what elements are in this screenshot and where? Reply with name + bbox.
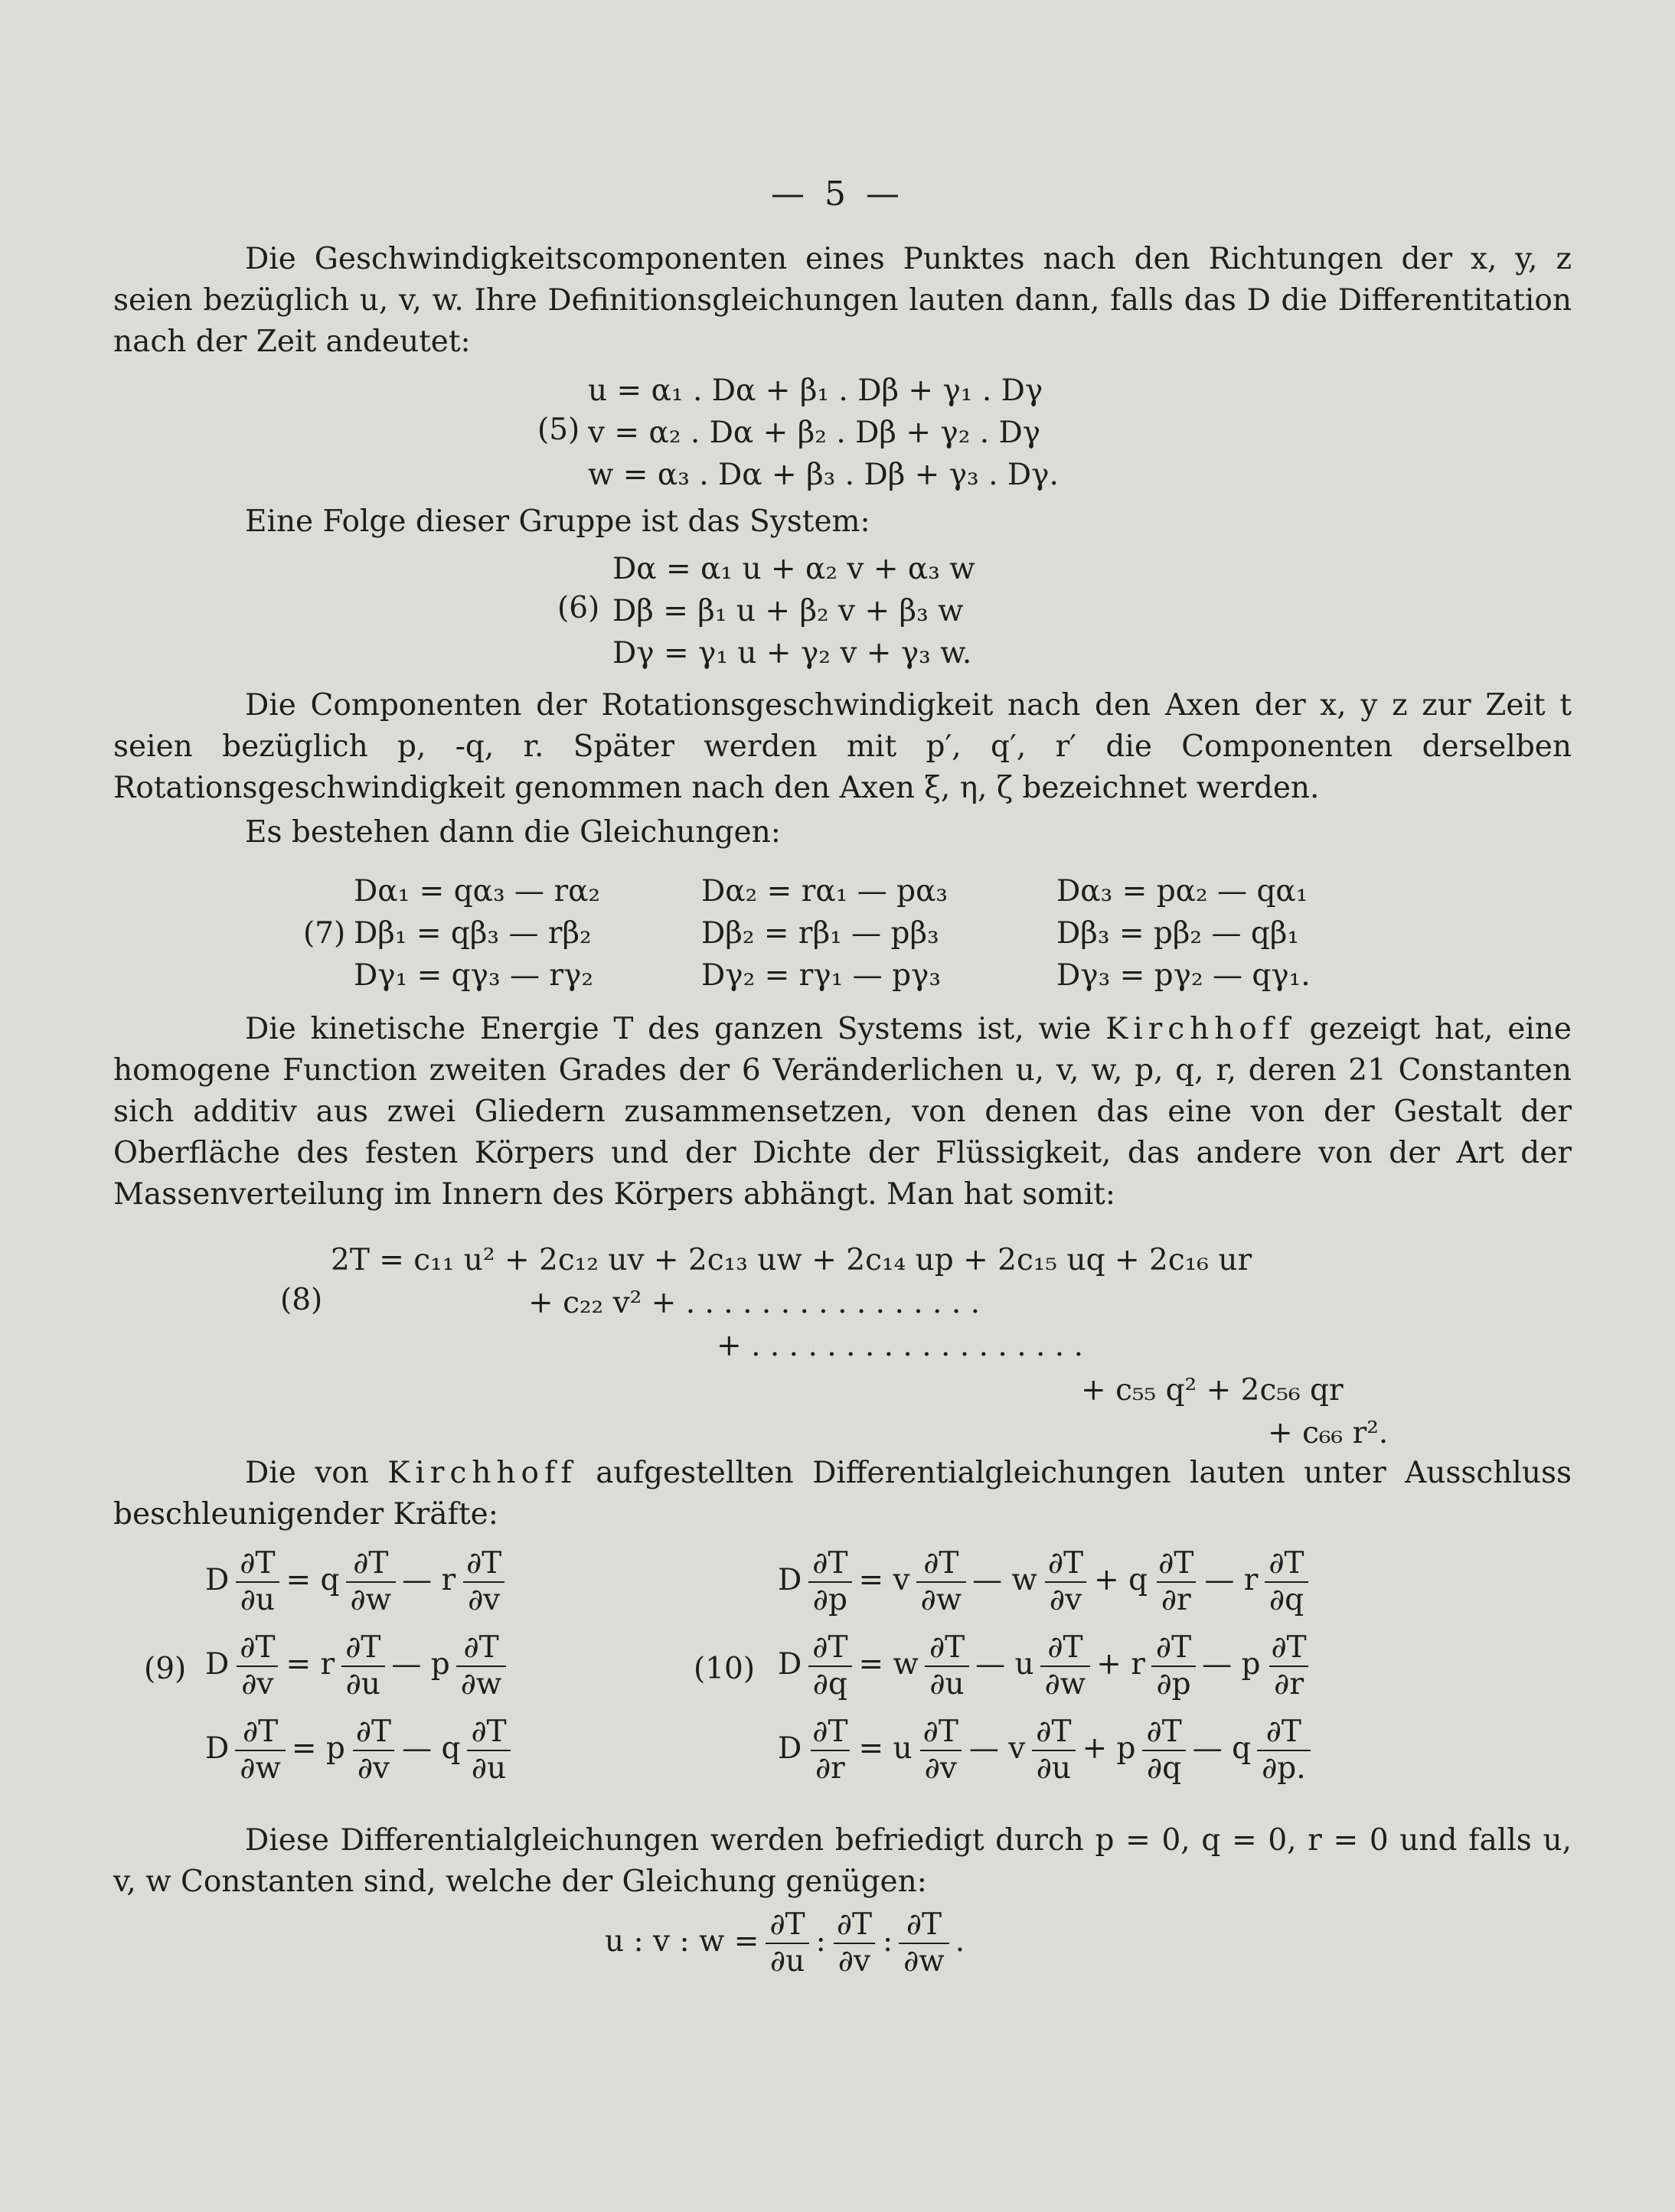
fraction-numerator: ∂T xyxy=(240,1546,276,1581)
equation-7-r1-c2: Dα₂ = rα₁ — pα₃ xyxy=(701,874,949,909)
fraction xyxy=(351,1714,396,1786)
fraction-denominator: ∂w xyxy=(899,1943,949,1979)
equation-8-line-4: + c₅₅ q² + 2c₅₆ qr xyxy=(1081,1373,1344,1408)
fraction xyxy=(1043,1546,1088,1618)
end-period: . xyxy=(955,1924,965,1959)
fraction-denominator: ∂u xyxy=(467,1750,511,1786)
operator: + p xyxy=(1082,1731,1136,1766)
equation-label-10: (10) xyxy=(694,1652,756,1686)
fraction-numerator: ∂T xyxy=(1271,1630,1307,1665)
equation-9-row-3 xyxy=(205,1714,518,1786)
fraction xyxy=(341,1630,385,1702)
fraction xyxy=(1264,1546,1308,1618)
equation-9-row-1 xyxy=(205,1546,512,1618)
fraction-numerator: ∂T xyxy=(355,1714,392,1749)
fraction-denominator: ∂u xyxy=(236,1581,279,1618)
operator: — u xyxy=(975,1647,1034,1682)
text-run: aufgestellten Differentialgleichungen lauten unter Ausschluss beschleunigender Kräfte: xyxy=(113,1456,1572,1532)
fraction xyxy=(1142,1714,1187,1786)
fraction xyxy=(235,1546,279,1618)
fraction-denominator: ∂w xyxy=(235,1750,286,1786)
equation-10-row-3 xyxy=(778,1714,1317,1786)
fraction xyxy=(235,1714,286,1786)
fraction-denominator: ∂v xyxy=(920,1750,962,1786)
operator: — q xyxy=(402,1731,461,1766)
equation-label-8: (8) xyxy=(280,1283,323,1317)
fraction xyxy=(1031,1714,1076,1786)
operator: D xyxy=(778,1563,802,1597)
fraction-denominator: ∂w xyxy=(916,1581,967,1618)
equation-7-r2-c3: Dβ₃ = pβ₂ — qβ₁ xyxy=(1056,916,1300,951)
text-run: gezeigt hat, eine homogene Function zweiten Grades der 6 Veränderlichen u, v, w, p, q, r, deren 21 Constanten sich additiv aus zwei Gliedern zusammensetzen, von denen das eine von der Gestalt der Oberfläche des festen Körpers und der Dichte der Flüssigkeit, das andere von der Art der Massenverteilung im Innern des Körpers abhängt. Man hat somit: xyxy=(113,1012,1572,1212)
operator: = r xyxy=(286,1647,335,1682)
fraction-denominator: ∂p. xyxy=(1257,1750,1311,1786)
fraction-denominator: ∂u xyxy=(1032,1750,1076,1786)
operator: = p xyxy=(291,1731,345,1766)
fraction-denominator: ∂w xyxy=(1040,1666,1091,1702)
equation-7-r3-c1: Dγ₁ = qγ₃ — rγ₂ xyxy=(354,958,593,993)
separator: : xyxy=(883,1924,893,1959)
equation-7-r2-c1: Dβ₁ = qβ₃ — rβ₂ xyxy=(354,916,592,951)
fraction xyxy=(466,1714,511,1786)
equation-label-9: (9) xyxy=(144,1652,187,1686)
fraction-denominator: ∂v xyxy=(237,1666,278,1702)
operator: D xyxy=(778,1731,802,1766)
fraction xyxy=(919,1714,963,1786)
fraction-numerator: ∂T xyxy=(463,1630,499,1665)
fraction-denominator: ∂u xyxy=(341,1666,385,1702)
author-name: Kirchhoff xyxy=(387,1456,577,1490)
equation-label-5: (5) xyxy=(537,413,580,447)
operator: D xyxy=(778,1647,802,1682)
equation-7-r3-c2: Dγ₂ = rγ₁ — pγ₃ xyxy=(701,958,941,993)
fraction-denominator: ∂w xyxy=(346,1581,397,1618)
fraction xyxy=(832,1907,877,1979)
fraction-denominator: ∂q xyxy=(1265,1581,1308,1618)
operator: = u xyxy=(858,1731,913,1766)
equation-ratio xyxy=(605,1907,965,1979)
fraction-numerator: ∂T xyxy=(922,1714,958,1749)
fraction-numerator: ∂T xyxy=(769,1907,805,1942)
equation-10-row-2 xyxy=(778,1630,1317,1702)
fraction xyxy=(1151,1630,1196,1702)
operator: D xyxy=(205,1647,230,1682)
fraction-denominator: ∂v xyxy=(1045,1581,1086,1618)
equation-label-6: (6) xyxy=(557,591,600,625)
equation-8-line-2: + c₂₂ v² + . . . . . . . . . . . . . . . . xyxy=(528,1286,981,1320)
equation-10-row-1 xyxy=(778,1546,1315,1618)
ratio-lhs: u : v : w = xyxy=(605,1924,759,1959)
fraction-denominator: ∂u xyxy=(766,1943,809,1979)
fraction xyxy=(1257,1714,1311,1786)
equation-label-7: (7) xyxy=(303,916,346,951)
page-number: — 5 — xyxy=(771,175,904,214)
fraction xyxy=(899,1907,949,1979)
fraction-numerator: ∂T xyxy=(1146,1714,1182,1749)
fraction-numerator: ∂T xyxy=(1155,1630,1192,1665)
fraction-numerator: ∂T xyxy=(1047,1630,1083,1665)
operator: + q xyxy=(1094,1563,1148,1597)
operator: — r xyxy=(1204,1563,1259,1597)
operator: D xyxy=(205,1563,230,1597)
paragraph-equations-intro: Es bestehen dann die Gleichungen: xyxy=(245,815,781,850)
fraction-numerator: ∂T xyxy=(242,1714,279,1749)
fraction-numerator: ∂T xyxy=(345,1630,381,1665)
fraction-numerator: ∂T xyxy=(1036,1714,1072,1749)
equation-7-r3-c3: Dγ₃ = pγ₂ — qγ₁. xyxy=(1056,958,1311,993)
fraction xyxy=(462,1546,506,1618)
paragraph-solution-conditions: Diese Differentialgleichungen werden befriedigt durch p = 0, q = 0, r = 0 und falls u, v, w Constanten sind, welche der Gleichung genügen: xyxy=(113,1823,1572,1899)
paragraph-system-intro: Eine Folge dieser Gruppe ist das System: xyxy=(245,504,870,539)
fraction-numerator: ∂T xyxy=(466,1546,502,1581)
fraction-denominator: ∂w xyxy=(456,1666,507,1702)
operator: — v xyxy=(968,1731,1026,1766)
operator: = v xyxy=(858,1563,910,1597)
fraction-denominator: ∂v xyxy=(463,1581,504,1618)
equation-5-line-1: u = α₁ . Dα + β₁ . Dβ + γ₁ . Dγ xyxy=(588,374,1043,408)
operator: = q xyxy=(286,1563,340,1597)
operator: — p xyxy=(1202,1647,1261,1682)
fraction-denominator: ∂r xyxy=(1157,1581,1196,1618)
operator: — q xyxy=(1192,1731,1252,1766)
equation-8-line-1: 2T = c₁₁ u² + 2c₁₂ uv + 2c₁₃ uw + 2c₁₄ up + 2c₁₅ uq + 2c₁₆ ur xyxy=(331,1243,1252,1277)
equation-8-line-3: + . . . . . . . . . . . . . . . . . . xyxy=(717,1329,1083,1363)
equation-5-line-3: w = α₃ . Dα + β₃ . Dβ + γ₃ . Dγ. xyxy=(588,458,1059,492)
paragraph-kinetic-energy xyxy=(113,1009,1572,1215)
equation-9-row-2 xyxy=(205,1630,512,1702)
equation-7-r2-c2: Dβ₂ = rβ₁ — pβ₃ xyxy=(701,916,939,951)
fraction-denominator: ∂q xyxy=(808,1666,852,1702)
text-run: Die von xyxy=(245,1456,369,1490)
fraction-numerator: ∂T xyxy=(906,1907,942,1942)
fraction-denominator: ∂v xyxy=(353,1750,394,1786)
paragraph-differential-equations-intro xyxy=(113,1453,1572,1535)
operator: — w xyxy=(972,1563,1037,1597)
equation-6-line-2: Dβ = β₁ u + β₂ v + β₃ w xyxy=(612,594,964,628)
fraction-denominator: ∂p xyxy=(808,1581,852,1618)
fraction-denominator: ∂p xyxy=(1151,1666,1195,1702)
equation-6-line-3: Dγ = γ₁ u + γ₂ v + γ₃ w. xyxy=(612,636,972,670)
equation-6-line-1: Dα = α₁ u + α₂ v + α₃ w xyxy=(612,552,975,586)
separator: : xyxy=(815,1924,826,1959)
fraction-numerator: ∂T xyxy=(812,1630,848,1665)
fraction xyxy=(346,1546,397,1618)
fraction xyxy=(1154,1546,1198,1618)
text-run: Die kinetische Energie T des ganzen Systems ist, wie xyxy=(245,1012,1092,1046)
fraction xyxy=(1040,1630,1091,1702)
fraction xyxy=(925,1630,969,1702)
fraction xyxy=(808,1714,852,1786)
operator: D xyxy=(205,1731,230,1766)
fraction-numerator: ∂T xyxy=(929,1630,965,1665)
fraction-numerator: ∂T xyxy=(471,1714,507,1749)
fraction xyxy=(808,1630,852,1702)
operator: = w xyxy=(858,1647,919,1682)
fraction-numerator: ∂T xyxy=(353,1546,389,1581)
fraction-numerator: ∂T xyxy=(836,1907,872,1942)
fraction-numerator: ∂T xyxy=(1265,1714,1301,1749)
fraction-denominator: ∂r xyxy=(1269,1666,1308,1702)
fraction xyxy=(916,1546,967,1618)
equation-7-r1-c3: Dα₃ = pα₂ — qα₁ xyxy=(1056,874,1308,909)
paragraph-velocity-components: Die Geschwindigkeitscomponenten eines Punktes nach den Richtungen der x, y, z seien bezüglich u, v, w. Ihre Definitionsgleichungen lauten dann, falls das D die Differentitation nach der Zeit andeutet: xyxy=(113,242,1572,359)
fraction-denominator: ∂r xyxy=(811,1750,850,1786)
fraction xyxy=(808,1546,852,1618)
fraction-numerator: ∂T xyxy=(1268,1546,1304,1581)
fraction xyxy=(235,1630,279,1702)
fraction-denominator: ∂v xyxy=(834,1943,875,1979)
author-name: Kirchhoff xyxy=(1105,1012,1295,1046)
operator: — r xyxy=(402,1563,456,1597)
fraction-numerator: ∂T xyxy=(1047,1546,1084,1581)
equation-8-line-5: + c₆₆ r². xyxy=(1268,1416,1389,1450)
fraction xyxy=(1266,1630,1311,1702)
fraction-denominator: ∂q xyxy=(1142,1750,1186,1786)
fraction-numerator: ∂T xyxy=(812,1546,848,1581)
fraction-numerator: ∂T xyxy=(812,1714,848,1749)
equation-5-line-2: v = α₂ . Dα + β₂ . Dβ + γ₂ . Dγ xyxy=(588,416,1041,450)
fraction-denominator: ∂u xyxy=(925,1666,968,1702)
equation-7-r1-c1: Dα₁ = qα₃ — rα₂ xyxy=(354,874,601,909)
fraction xyxy=(456,1630,507,1702)
operator: — p xyxy=(391,1647,450,1682)
operator: + r xyxy=(1096,1647,1145,1682)
paragraph-rotation-components: Die Componenten der Rotationsgeschwindigkeit nach den Axen der x, y z zur Zeit t seien bezüglich p, -q, r. Später werden mit p′, q′, r′ die Componenten derselben Rotationsgeschwindigkeit genommen nach den Axen ξ, η, ζ bezeichnet werden. xyxy=(113,688,1572,805)
fraction xyxy=(765,1907,809,1979)
fraction-numerator: ∂T xyxy=(923,1546,959,1581)
fraction-numerator: ∂T xyxy=(240,1630,276,1665)
fraction-numerator: ∂T xyxy=(1158,1546,1194,1581)
